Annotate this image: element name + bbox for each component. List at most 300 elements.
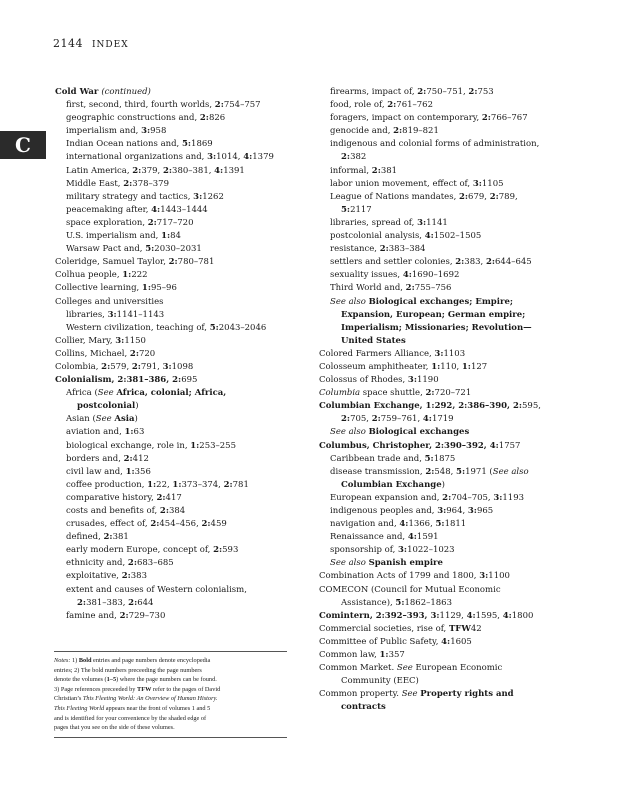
note-line xyxy=(54,666,287,676)
entry-text: 22, xyxy=(156,479,173,490)
section-letter-tab: C xyxy=(0,131,46,159)
entry-text: 759–761, xyxy=(380,414,423,425)
entry-text: appears near the front of volumes 1 and 5 xyxy=(104,704,211,712)
entry-text: Caribbean trade and, xyxy=(330,453,425,464)
index-heading xyxy=(319,374,559,387)
entry-text: postcolonial xyxy=(77,401,136,412)
entry-text: 753 xyxy=(477,87,494,97)
entry-text: 1: xyxy=(122,270,132,281)
entry-text: comparative history, xyxy=(66,492,157,503)
entry-text: 3: xyxy=(207,152,217,163)
index-subentry xyxy=(66,479,288,492)
entry-text: 644–645 xyxy=(495,257,532,268)
entry-text: 4: xyxy=(422,414,432,425)
entry-text: postcolonial analysis, xyxy=(330,231,425,242)
index-subentry xyxy=(330,505,559,518)
entry-text: 1690–1692 xyxy=(411,270,460,281)
entry-text: Common property. xyxy=(319,689,402,700)
entry-text: 1098 xyxy=(171,361,194,372)
index-subentry xyxy=(66,230,288,243)
entry-text: League of Nations mandates, xyxy=(330,191,459,202)
entry-text: coffee production, xyxy=(66,479,148,490)
entry-text: 3: xyxy=(467,506,477,516)
entry-text: 3: xyxy=(430,610,440,621)
entry-text: 2: xyxy=(481,113,491,124)
index-subentry xyxy=(330,492,559,505)
entry-text: Spanish empire xyxy=(368,558,443,569)
entry-text: 1366, xyxy=(408,519,436,530)
index-subentry xyxy=(66,191,288,204)
index-subentry xyxy=(66,531,288,544)
entry-text: COMECON (Council for Mutual Economic xyxy=(319,584,501,595)
index-subentry xyxy=(66,112,288,125)
entry-text: 593 xyxy=(222,545,239,556)
entry-text: 3: xyxy=(115,335,125,346)
index-heading xyxy=(319,688,559,701)
index-subentry xyxy=(330,125,559,138)
entry-text: 1: xyxy=(461,361,471,372)
entry-text: (continued) xyxy=(101,87,151,97)
entry-text: TFW xyxy=(137,685,152,693)
index-subentry xyxy=(66,440,288,453)
entry-text: 1150 xyxy=(124,335,146,346)
entry-text: 781 xyxy=(232,479,249,490)
entry-text: 791, xyxy=(140,361,163,372)
entry-text: 4: xyxy=(407,532,417,543)
entry-text: Indian Ocean nations and, xyxy=(66,139,182,150)
entry-text: indigenous and colonial forms of administration, xyxy=(330,139,540,150)
entry-text: 4: xyxy=(399,519,409,530)
index-heading xyxy=(55,269,288,282)
entry-text: Collective learning, xyxy=(55,283,142,294)
entry-text: Middle East, xyxy=(66,178,124,189)
index-subentry xyxy=(66,178,288,191)
entry-text: See xyxy=(396,663,416,674)
entry-text: 42 xyxy=(470,623,482,634)
entry-text: 1022–1023 xyxy=(407,545,455,556)
index-subentry xyxy=(330,453,559,466)
notes-box xyxy=(54,651,287,738)
index-heading xyxy=(319,649,559,662)
entry-text: Latin America, xyxy=(66,165,133,176)
entry-text: 729–730 xyxy=(128,610,166,621)
index-heading xyxy=(319,440,559,453)
entry-text: 1: xyxy=(379,650,389,661)
entry-text: 3: xyxy=(493,492,503,503)
entry-text: exploitative, xyxy=(66,571,122,582)
index-subentry xyxy=(66,243,288,256)
entry-text: 1190 xyxy=(416,375,439,386)
index-heading xyxy=(55,296,288,309)
entry-text: ethnicity and, xyxy=(66,558,128,569)
index-subentry xyxy=(66,505,288,518)
entry-text: 381 xyxy=(112,532,129,543)
entry-text: ) xyxy=(441,479,445,490)
entry-text: Colhua people, xyxy=(55,270,123,281)
entry-text: 2: xyxy=(455,257,465,268)
index-subentry xyxy=(66,492,288,505)
entry-text: Colored Farmers Alliance, xyxy=(319,348,435,359)
entry-text: 4: xyxy=(402,270,412,281)
entry-text: 1: xyxy=(161,231,171,242)
entry-text: 4: xyxy=(243,152,253,163)
entry-text: 705, xyxy=(350,414,372,425)
entry-text: 4: xyxy=(424,231,434,242)
entry-text: 2: xyxy=(101,361,111,372)
index-heading xyxy=(319,361,559,374)
entry-text: Third World and, xyxy=(330,283,406,294)
entry-text: 1605 xyxy=(450,636,472,647)
entry-text: Combination Acts of 1799 and 1800, xyxy=(319,571,480,582)
entry-text: Asian ( xyxy=(66,414,96,425)
entry-text: European Economic xyxy=(415,663,503,674)
entry-text: 2: xyxy=(458,191,469,202)
header-title: INDEX xyxy=(92,40,129,50)
index-subentry xyxy=(341,675,559,688)
entry-text: 4: xyxy=(489,440,499,451)
index-heading xyxy=(319,623,559,636)
entry-text: 766–767 xyxy=(490,113,528,124)
index-subentry xyxy=(341,309,559,322)
entry-text: 1: xyxy=(431,361,441,372)
note-line xyxy=(54,656,287,666)
entry-text: 1100 xyxy=(488,571,510,582)
entry-text: Columbus, Christopher, 2:390–392, xyxy=(319,440,490,451)
page-number: 2144 xyxy=(53,37,83,50)
index-heading xyxy=(319,610,559,623)
entry-text: Collier, Mary, xyxy=(55,335,116,346)
entry-text: 761–762 xyxy=(396,100,433,111)
entry-text: 3: xyxy=(107,309,117,320)
entry-text: biological exchange, role in, xyxy=(66,440,191,451)
entry-text: 1591 xyxy=(416,532,439,543)
entry-text: 84 xyxy=(170,231,181,242)
entry-text: 1443–1444 xyxy=(160,204,208,215)
entry-text: and is identified for your convenience by the shaded edge of xyxy=(54,714,207,722)
entry-text: 780–781 xyxy=(177,257,215,268)
entry-text: 4: xyxy=(151,204,161,215)
entry-text: Columbian Exchange xyxy=(341,479,442,490)
index-subentry xyxy=(66,217,288,230)
entry-text: famine and, xyxy=(66,610,120,621)
entry-text: Christian’s xyxy=(54,695,83,703)
left-index-column xyxy=(55,86,288,623)
note-line xyxy=(54,675,287,685)
entry-text: indigenous peoples and, xyxy=(330,506,438,516)
entry-text: 644 xyxy=(137,597,154,608)
entry-text: informal, xyxy=(330,165,372,176)
entry-text: costs and benefits of, xyxy=(66,506,160,516)
entry-text: 1105 xyxy=(481,178,504,189)
entry-text: Colossus of Rhodes, xyxy=(319,375,408,386)
index-heading xyxy=(55,86,288,99)
entry-text: 579, xyxy=(110,361,132,372)
entry-text: 5: xyxy=(456,466,466,477)
right-index-column xyxy=(319,86,559,715)
entry-text: 2: xyxy=(223,479,233,490)
entry-text: labor union movement, effect of, xyxy=(330,178,473,189)
note-line xyxy=(54,704,287,714)
entry-text: 127 xyxy=(470,361,488,372)
index-subentry xyxy=(341,413,559,426)
entry-text: first, second, third, fourth worlds, xyxy=(66,100,215,111)
entry-text: Columbia xyxy=(319,388,361,399)
entry-text: 2: xyxy=(103,532,113,543)
entry-text: geographic constructions and, xyxy=(66,113,200,124)
entry-text: 412 xyxy=(132,453,149,464)
entry-text: refer to the pages of David xyxy=(151,685,221,693)
entry-text: 2: xyxy=(168,257,178,268)
entry-text: 2: xyxy=(393,126,403,137)
entry-text: 754–757 xyxy=(223,100,261,111)
entry-text: 1141 xyxy=(426,217,448,228)
index-heading xyxy=(55,374,288,387)
entry-text: 965 xyxy=(476,506,494,516)
entry-text: foragers, impact on contemporary, xyxy=(330,113,482,124)
entry-text: 2: xyxy=(512,401,523,412)
index-subentry xyxy=(77,400,288,413)
entry-text: 720 xyxy=(138,348,156,359)
entry-text: disease transmission, xyxy=(330,466,426,477)
entry-text: 2: xyxy=(341,152,351,163)
entry-text: 595, xyxy=(522,401,541,412)
index-heading xyxy=(319,348,559,361)
entry-text: 695 xyxy=(181,375,198,386)
entry-text: 2: xyxy=(129,348,139,359)
entry-text: denote the volumes ( xyxy=(54,676,107,684)
index-subentry xyxy=(330,296,559,309)
entry-text: 2: xyxy=(213,545,223,556)
entry-text: 1502–1505 xyxy=(433,231,482,242)
entry-text: navigation and, xyxy=(330,519,400,530)
index-subentry xyxy=(66,138,288,151)
entry-text: libraries, spread of, xyxy=(330,217,418,228)
entry-text: 1595, xyxy=(475,610,503,621)
entry-text: 958 xyxy=(150,126,167,137)
index-subentry xyxy=(330,230,559,243)
entry-text: 1: xyxy=(141,283,151,294)
entry-text: Collins, Michael, xyxy=(55,348,130,359)
entry-text: 720–721 xyxy=(434,388,472,399)
entry-text: 459 xyxy=(210,519,227,530)
entry-text: See xyxy=(97,388,117,399)
index-subentry xyxy=(66,413,288,426)
entry-text: 381–383, xyxy=(86,597,129,608)
entry-text: 750–751, xyxy=(426,87,469,97)
index-subentry xyxy=(330,557,559,570)
entry-text: 2: xyxy=(341,414,351,425)
entry-text: 253–255 xyxy=(199,440,236,451)
entry-text: 755–756 xyxy=(414,283,452,294)
index-heading xyxy=(55,335,288,348)
entry-text: ) xyxy=(134,414,138,425)
entry-text: extent and causes of Western colonialism, xyxy=(66,584,247,595)
index-subentry xyxy=(330,518,559,531)
index-subentry xyxy=(66,518,288,531)
entry-text: 2: xyxy=(468,87,478,97)
entry-text: 704–705, xyxy=(451,492,494,503)
entry-text: Cold War xyxy=(55,87,102,97)
index-heading xyxy=(319,400,559,413)
entry-text: 2117 xyxy=(350,204,372,215)
entry-text: early modern Europe, concept of, xyxy=(66,545,214,556)
entry-text: 717–720 xyxy=(156,217,194,228)
entry-text: 95–96 xyxy=(150,283,177,294)
entry-text: defined, xyxy=(66,532,104,543)
entry-text: entries; 2) The bold numbers preceeding the page numbers xyxy=(54,666,202,674)
entry-text: Commercial societies, rise of, xyxy=(319,623,449,634)
entry-text: 2: xyxy=(128,597,138,608)
index-subentry xyxy=(66,453,288,466)
entry-text: 2: xyxy=(379,244,389,255)
index-heading xyxy=(55,348,288,361)
entry-text: 382 xyxy=(350,152,367,163)
index-subentry xyxy=(66,125,288,138)
entry-text: space exploration, xyxy=(66,217,148,228)
entry-text: 3) Page references preceeded by xyxy=(54,685,138,693)
index-heading xyxy=(55,282,288,295)
entry-text: 2: xyxy=(371,414,381,425)
entry-text: Common Market. xyxy=(319,663,397,674)
entry-text: 2: xyxy=(121,571,131,582)
running-header xyxy=(53,37,129,50)
entry-text: 3: xyxy=(417,217,427,228)
index-heading xyxy=(319,387,559,400)
entry-text: crusades, effect of, xyxy=(66,519,151,530)
entry-text: 5: xyxy=(341,204,351,215)
index-heading xyxy=(319,636,559,649)
entry-text: 110, xyxy=(440,361,462,372)
index-subentry xyxy=(66,610,288,623)
entry-text: Community (EEC) xyxy=(341,676,419,687)
entry-text: 1875 xyxy=(433,453,456,464)
entry-text: 789, xyxy=(498,191,518,202)
entry-text: 1014, xyxy=(216,152,244,163)
entry-text: sponsorship of, xyxy=(330,545,398,556)
entry-text: ) where the page numbers can be found. xyxy=(116,676,217,684)
entry-text: Africa, colonial; Africa, xyxy=(116,388,227,399)
index-subentry xyxy=(341,204,559,217)
entry-text: 1757 xyxy=(498,440,521,451)
entry-text: 1) xyxy=(72,657,79,664)
entry-text: 4: xyxy=(466,610,476,621)
index-subentry xyxy=(330,269,559,282)
entry-text: 1129, xyxy=(439,610,467,621)
entry-text: See also xyxy=(330,427,369,438)
entry-text: 2: xyxy=(123,453,133,464)
entry-text: 2: xyxy=(485,257,495,268)
entry-text: 2: xyxy=(214,100,224,111)
entry-text: 2: xyxy=(162,165,173,176)
entry-text: borders and, xyxy=(66,453,124,464)
index-subentry xyxy=(330,282,559,295)
entry-text: 383 xyxy=(130,571,147,582)
entry-text: 4: xyxy=(441,636,451,647)
index-subentry xyxy=(330,112,559,125)
entry-text: Colonialism, 2:381–386, xyxy=(55,375,173,386)
note-line xyxy=(54,685,287,695)
entry-text: 63 xyxy=(133,427,145,438)
entry-text: 373–374, xyxy=(181,479,224,490)
index-subentry xyxy=(341,597,559,610)
entry-text: Expansion, European; German empire; xyxy=(341,309,526,320)
index-subentry xyxy=(66,426,288,439)
index-subentry xyxy=(66,557,288,570)
entry-text: 1379 xyxy=(252,152,274,163)
index-subentry xyxy=(330,544,559,557)
entry-text: 1391 xyxy=(223,165,245,176)
index-subentry xyxy=(330,165,559,178)
entry-text: genocide and, xyxy=(330,126,394,137)
index-subentry xyxy=(330,86,559,99)
entry-text: 356 xyxy=(134,466,151,477)
index-subentry xyxy=(341,322,559,335)
entry-text: libraries, xyxy=(66,309,108,320)
entry-text: 2043–2046 xyxy=(218,322,267,333)
entry-text: 2: xyxy=(417,87,427,97)
entry-text: 3: xyxy=(479,571,489,582)
index-subentry xyxy=(330,531,559,544)
entry-text: European expansion and, xyxy=(330,492,443,503)
entry-text: See also xyxy=(330,296,369,307)
entry-text: See also xyxy=(330,558,369,569)
entry-text: 1: xyxy=(125,466,135,477)
index-subentry xyxy=(66,322,288,335)
index-subentry xyxy=(330,217,559,230)
entry-text: 3: xyxy=(193,191,203,202)
index-subentry xyxy=(66,99,288,112)
entry-text: 381 xyxy=(380,165,398,176)
index-subentry xyxy=(66,387,288,400)
entry-text: Colleges and universities xyxy=(55,296,164,307)
entry-text: ) xyxy=(135,401,139,412)
index-subentry xyxy=(330,243,559,256)
entry-text: 2: xyxy=(123,178,133,189)
entry-text: Biological exchanges xyxy=(368,427,470,438)
entry-text: 964, xyxy=(446,506,468,516)
index-heading xyxy=(319,570,559,583)
note-line xyxy=(54,723,287,733)
entry-text: 3: xyxy=(434,348,444,359)
entry-text: 5: xyxy=(145,244,155,255)
entry-text: firearms, impact of, xyxy=(330,87,418,97)
entry-text: peacemaking after, xyxy=(66,204,152,215)
index-heading xyxy=(319,662,559,675)
entry-text: 357 xyxy=(388,650,405,661)
index-subentry xyxy=(341,335,559,348)
entry-text: See also xyxy=(492,466,529,477)
index-heading xyxy=(55,256,288,269)
entry-text: settlers and settler colonies, xyxy=(330,257,456,268)
entry-text: 2: xyxy=(405,283,415,294)
index-subentry xyxy=(330,99,559,112)
entry-text: Coleridge, Samuel Taylor, xyxy=(55,257,169,268)
entry-text: 3: xyxy=(472,178,482,189)
index-subentry xyxy=(66,466,288,479)
index-subentry xyxy=(66,309,288,322)
entry-text: 4: xyxy=(214,165,224,176)
entry-text: 384 xyxy=(168,506,186,516)
index-subentry xyxy=(66,584,288,597)
entry-text: 2: xyxy=(425,388,435,399)
entry-text: 2: xyxy=(156,492,166,503)
entry-text: Comintern, 2:392–393, xyxy=(319,610,431,621)
entry-text: pages that you see on the side of these volumes. xyxy=(54,724,175,732)
entry-text: 1262 xyxy=(202,191,224,202)
entry-text: See xyxy=(401,689,421,700)
note-line xyxy=(54,694,287,704)
entry-text: 383, xyxy=(464,257,486,268)
